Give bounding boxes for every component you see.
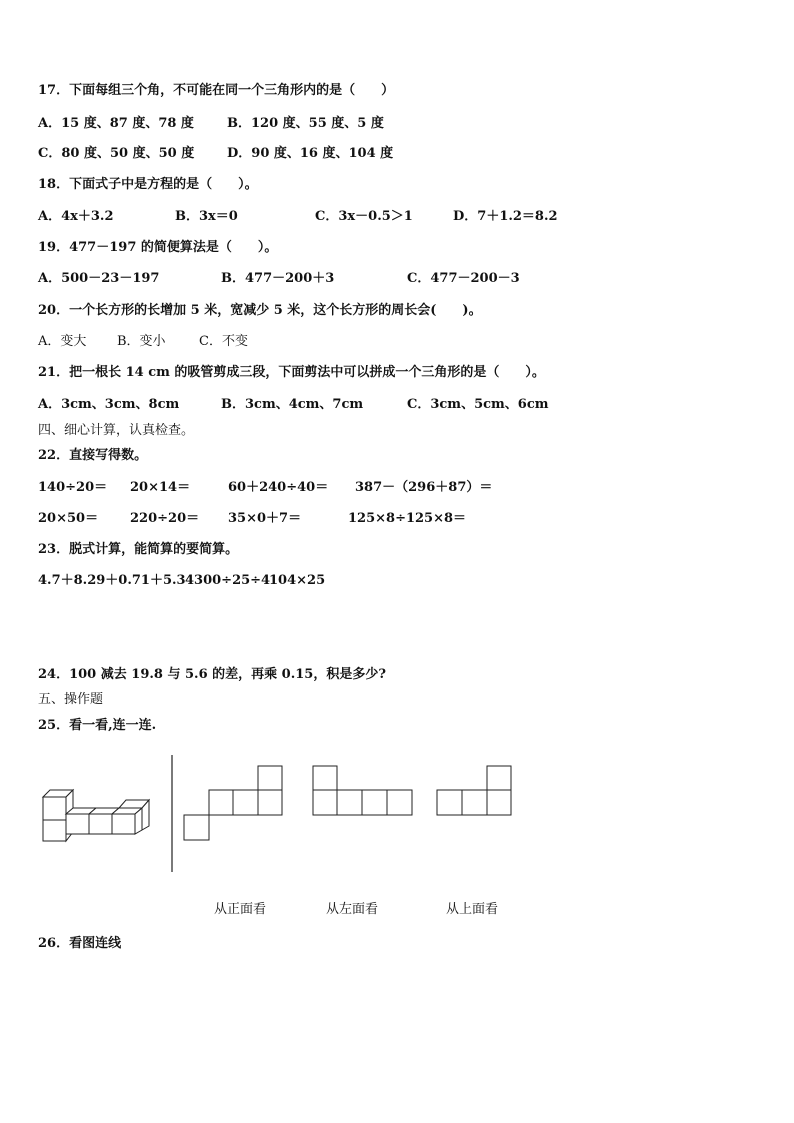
q18-option-a: A．4x＋3.2 xyxy=(38,209,114,224)
q21-option-c: C．3cm、5cm、6cm xyxy=(407,397,549,412)
grid-cell xyxy=(209,790,233,815)
cube xyxy=(66,814,89,834)
section-heading-4: 四、细心计算，认真检查。 xyxy=(38,423,195,438)
q25-stem: 25．看一看,连一连. xyxy=(38,718,157,733)
grid-cell xyxy=(258,790,282,815)
view-diagram-1 xyxy=(184,766,282,840)
q23-item: 4300÷25÷4 xyxy=(185,573,271,588)
grid-cell xyxy=(487,790,511,815)
cube xyxy=(43,797,66,820)
q17-option-a: A．15 度、87 度、78 度 xyxy=(38,116,194,131)
q22-item: 220÷20＝ xyxy=(130,511,200,526)
q19-stem: 19．477－197 的简便算法是（ ）。 xyxy=(38,240,278,255)
section-heading-5: 五、操作题 xyxy=(38,692,104,707)
q17-option-d: D．90 度、16 度、104 度 xyxy=(227,146,394,161)
q20-option-b: B．变小 xyxy=(117,334,166,349)
q20-option-c: C．不变 xyxy=(199,334,248,349)
grid-cell xyxy=(337,790,362,815)
q19-option-a: A．500－23－197 xyxy=(38,271,160,286)
grid-cell xyxy=(387,790,412,815)
q23-item: 4.7＋8.29＋0.71＋5.3 xyxy=(38,573,186,588)
q21-stem: 21．把一根长 14 cm 的吸管剪成三段，下面剪法中可以拼成一个三角形的是（ ）。 xyxy=(38,365,545,380)
q18-option-d: D．7＋1.2＝8.2 xyxy=(453,209,558,224)
cube xyxy=(43,820,66,841)
q19-option-c: C．477－200－3 xyxy=(407,271,520,286)
q26-stem: 26．看图连线 xyxy=(38,936,122,951)
q24-stem: 24．100 减去 19.8 与 5.6 的差，再乘 0.15，积是多少? xyxy=(38,667,386,682)
view-diagram-2 xyxy=(313,766,412,815)
q22-item: 60＋240÷40＝ xyxy=(228,480,329,495)
view-label-front: 从正面看 xyxy=(214,902,267,917)
q22-stem: 22．直接写得数。 xyxy=(38,448,148,463)
cube xyxy=(112,814,135,834)
grid-cell xyxy=(313,790,337,815)
q22-item: 125×8÷125×8＝ xyxy=(348,511,467,526)
view-diagram-3 xyxy=(437,766,511,815)
grid-cell xyxy=(258,766,282,790)
q17-stem: 17．下面每组三个角，不可能在同一个三角形内的是（ ） xyxy=(38,83,395,98)
q22-item: 387－（296＋87）＝ xyxy=(355,480,493,495)
q21-option-b: B．3cm、4cm、7cm xyxy=(221,397,364,412)
grid-cell xyxy=(233,790,258,815)
q21-option-a: A．3cm、3cm、8cm xyxy=(38,397,180,412)
cube-solid-figure xyxy=(43,790,149,841)
grid-cell xyxy=(184,815,209,840)
q23-item: 104×25 xyxy=(269,573,326,588)
q22-item: 20×14＝ xyxy=(130,480,191,495)
grid-cell xyxy=(362,790,387,815)
q20-stem: 20．一个长方形的长增加 5 米，宽减少 5 米，这个长方形的周长会( )。 xyxy=(38,303,482,318)
grid-cell xyxy=(313,766,337,790)
q22-item: 20×50＝ xyxy=(38,511,99,526)
q18-stem: 18．下面式子中是方程的是（ ）。 xyxy=(38,177,258,192)
grid-cell xyxy=(437,790,462,815)
q17-option-c: C．80 度、50 度、50 度 xyxy=(38,146,195,161)
q18-option-b: B．3x＝0 xyxy=(175,209,238,224)
q23-stem: 23．脱式计算，能简算的要简算。 xyxy=(38,542,239,557)
q18-option-c: C．3x－0.5＞1 xyxy=(315,209,413,224)
cube xyxy=(89,814,112,834)
q17-option-b: B．120 度、55 度、5 度 xyxy=(227,116,384,131)
view-label-top: 从上面看 xyxy=(446,902,499,917)
grid-cell xyxy=(487,766,511,790)
grid-cell xyxy=(462,790,487,815)
q22-item: 140÷20＝ xyxy=(38,480,108,495)
q22-item: 35×0＋7＝ xyxy=(228,511,302,526)
view-label-left: 从左面看 xyxy=(326,902,379,917)
q19-option-b: B．477－200＋3 xyxy=(221,271,335,286)
q20-option-a: A．变大 xyxy=(38,334,87,349)
